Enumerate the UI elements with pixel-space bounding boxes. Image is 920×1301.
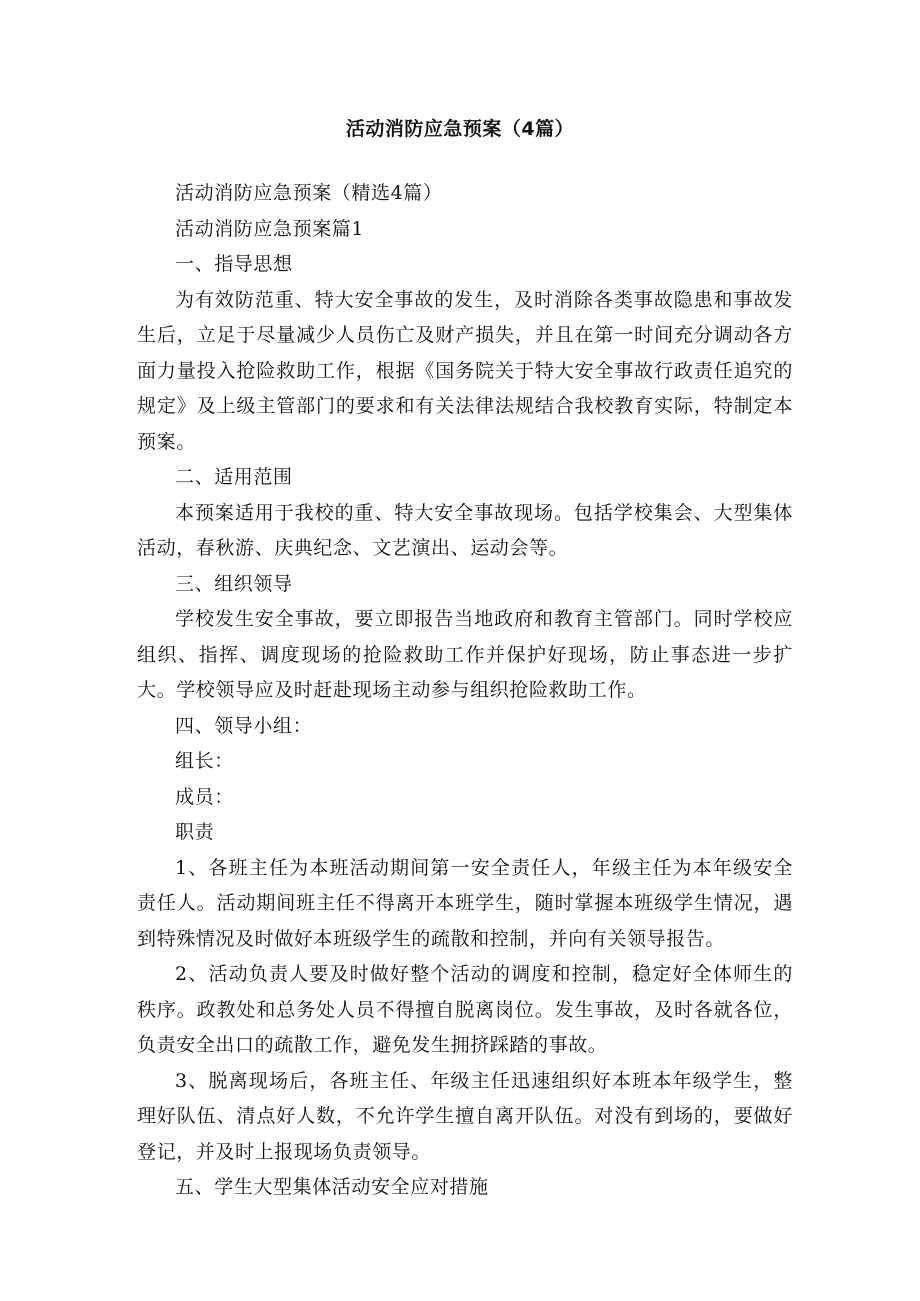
document-body [137,176,793,1206]
heading-safety-measures: 五、学生大型集体活动安全应对措施 [175,1176,489,1198]
paragraph-duty-2: 2、活动负责人要及时做好整个活动的调度和控制，稳定好全体师生的秩序。政教处和总务处人员不得擅自脱离岗位。发生事故，及时各就各位，负责安全出口的疏散工作，避免发生拥挤踩踏的事故。 [137,963,793,1056]
subtitle-paragraph: 活动消防应急预案（精选4篇） [175,182,443,204]
paragraph-duty-3: 3、脱离现场后，各班主任、年级主任迅速组织好本班本年级学生，整理好队伍、清点好人数，不允许学生擅自离开队伍。对没有到场的，要做好登记，并及时上报现场负责领导。 [137,1069,793,1163]
label-group-leader: 组长： [175,750,234,772]
paragraph-scope: 本预案适用于我校的重、特大安全事故现场。包括学校集会、大型集体活动，春秋游、庆典纪念、文艺演出、运动会等。 [137,501,793,559]
label-duties: 职责 [175,821,215,843]
heading-leadership-group: 四、领导小组： [175,714,313,737]
label-members: 成员： [175,785,234,808]
heading-guiding-ideology: 一、指导思想 [175,253,293,275]
paragraph-organization: 学校发生安全事故，要立即报告当地政府和教育主管部门。同时学校应组织、指挥、调度现场的抢险救助工作并保护好现场，防止事态进一步扩大。学校领导应及时赶赴现场主动参与组织抢险救助工作。 [137,608,793,701]
paragraph-guiding-ideology: 为有效防范重、特大安全事故的发生，及时消除各类事故隐患和事故发生后，立足于尽量减少人员伤亡及财产损失，并且在第一时间充分调动各方面力量投入抢险救助工作，根据《国务院关于特大安全事故行政责任追究的规定》及上级主管部门的要求和有关法律法规结合我校教育实际，特制定本预案。 [137,288,793,453]
heading-scope: 二、适用范围 [175,466,293,488]
paragraph-duty-1: 1、各班主任为本班活动期间第一安全责任人，年级主任为本年级安全责任人。活动期间班主任不得离开本班学生，随时掌握本班级学生情况，遇到特殊情况及时做好本班级学生的疏散和控制，并向有关领导报告。 [137,856,793,950]
document-title: 活动消防应急预案（4篇） [345,118,575,140]
section-heading-article-1: 活动消防应急预案篇1 [175,217,365,240]
heading-organization: 三、组织领导 [175,572,293,595]
